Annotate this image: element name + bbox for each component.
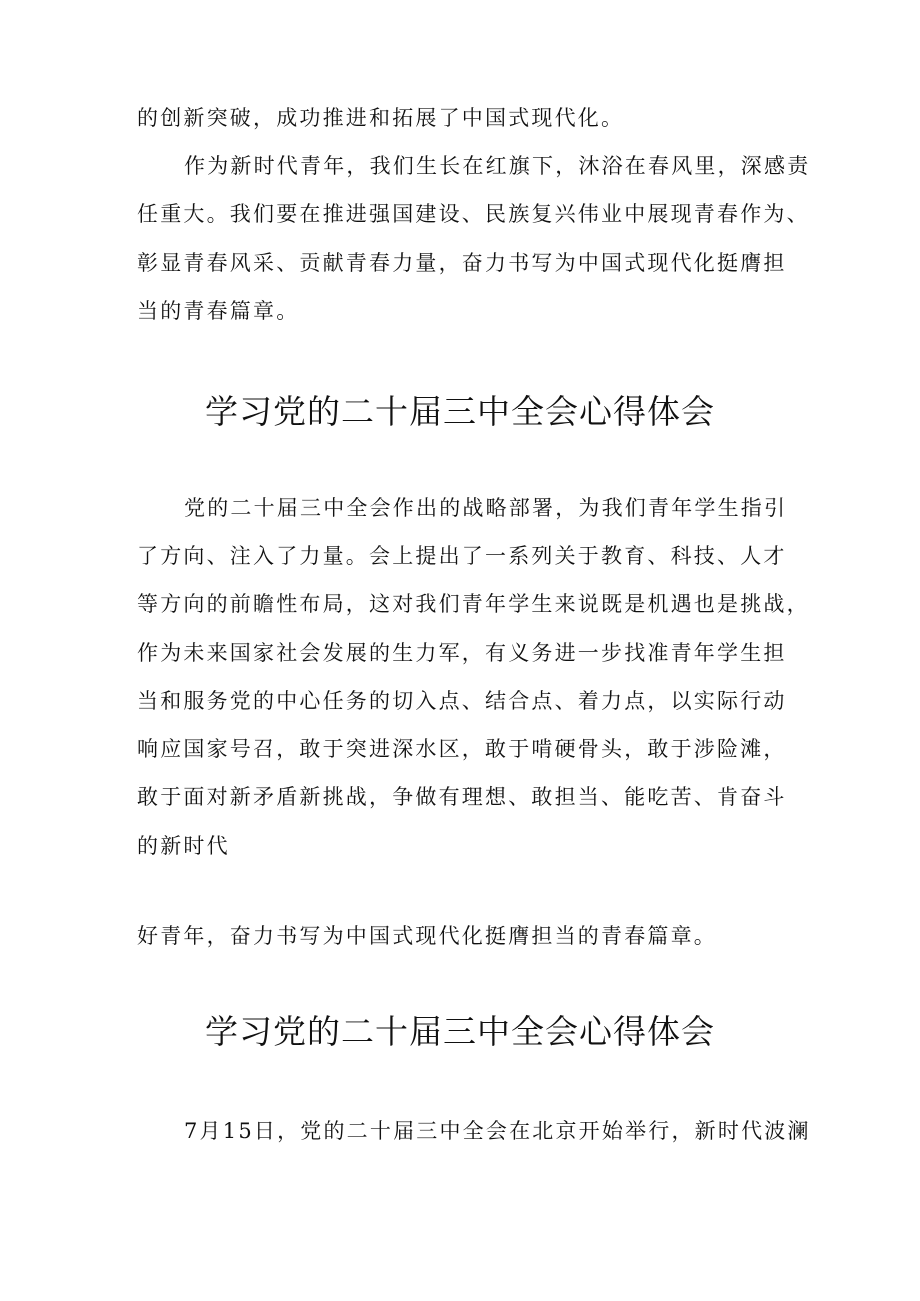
paragraph-line: 任重大。我们要在推进强国建设、民族复兴伟业中展现青春作为、 <box>137 202 810 226</box>
paragraph-line: 好青年，奋力书写为中国式现代化挺膺担当的青春篇章。 <box>137 924 717 948</box>
paragraph-line: 等方向的前瞻性布局，这对我们青年学生来说既是机遇也是挑战， <box>137 592 810 616</box>
paragraph-line: 响应国家号召，敢于突进深水区，敢于啃硬骨头，敢于涉险滩， <box>137 737 787 761</box>
paragraph-line: 当和服务党的中心任务的切入点、结合点、着力点，以实际行动 <box>137 689 787 713</box>
paragraph-line: 彰显青春风采、贡献青春力量，奋力书写为中国式现代化挺膺担 <box>137 251 787 275</box>
paragraph-line: 作为未来国家社会发展的生力军，有义务进一步找准青年学生担 <box>137 641 787 665</box>
paragraph-line: 7月15日，党的二十届三中全会在北京开始举行，新时代波澜 <box>184 1119 811 1143</box>
section-heading: 学习党的二十届三中全会心得体会 <box>205 1012 715 1051</box>
paragraph-line: 了方向、注入了力量。会上提出了一系列关于教育、科技、人才 <box>137 544 787 568</box>
paragraph-line: 的创新突破，成功推进和拓展了中国式现代化。 <box>137 106 625 130</box>
section-heading: 学习党的二十届三中全会心得体会 <box>205 392 715 431</box>
paragraph-line: 作为新时代青年，我们生长在红旗下，沐浴在春风里，深感责 <box>184 154 811 178</box>
paragraph-line: 敢于面对新矛盾新挑战，争做有理想、敢担当、能吃苦、肯奋斗 <box>137 785 787 809</box>
paragraph-line: 党的二十届三中全会作出的战略部署，为我们青年学生指引 <box>184 496 788 520</box>
paragraph-line: 的新时代 <box>137 834 230 858</box>
paragraph-line: 当的青春篇章。 <box>137 299 300 323</box>
